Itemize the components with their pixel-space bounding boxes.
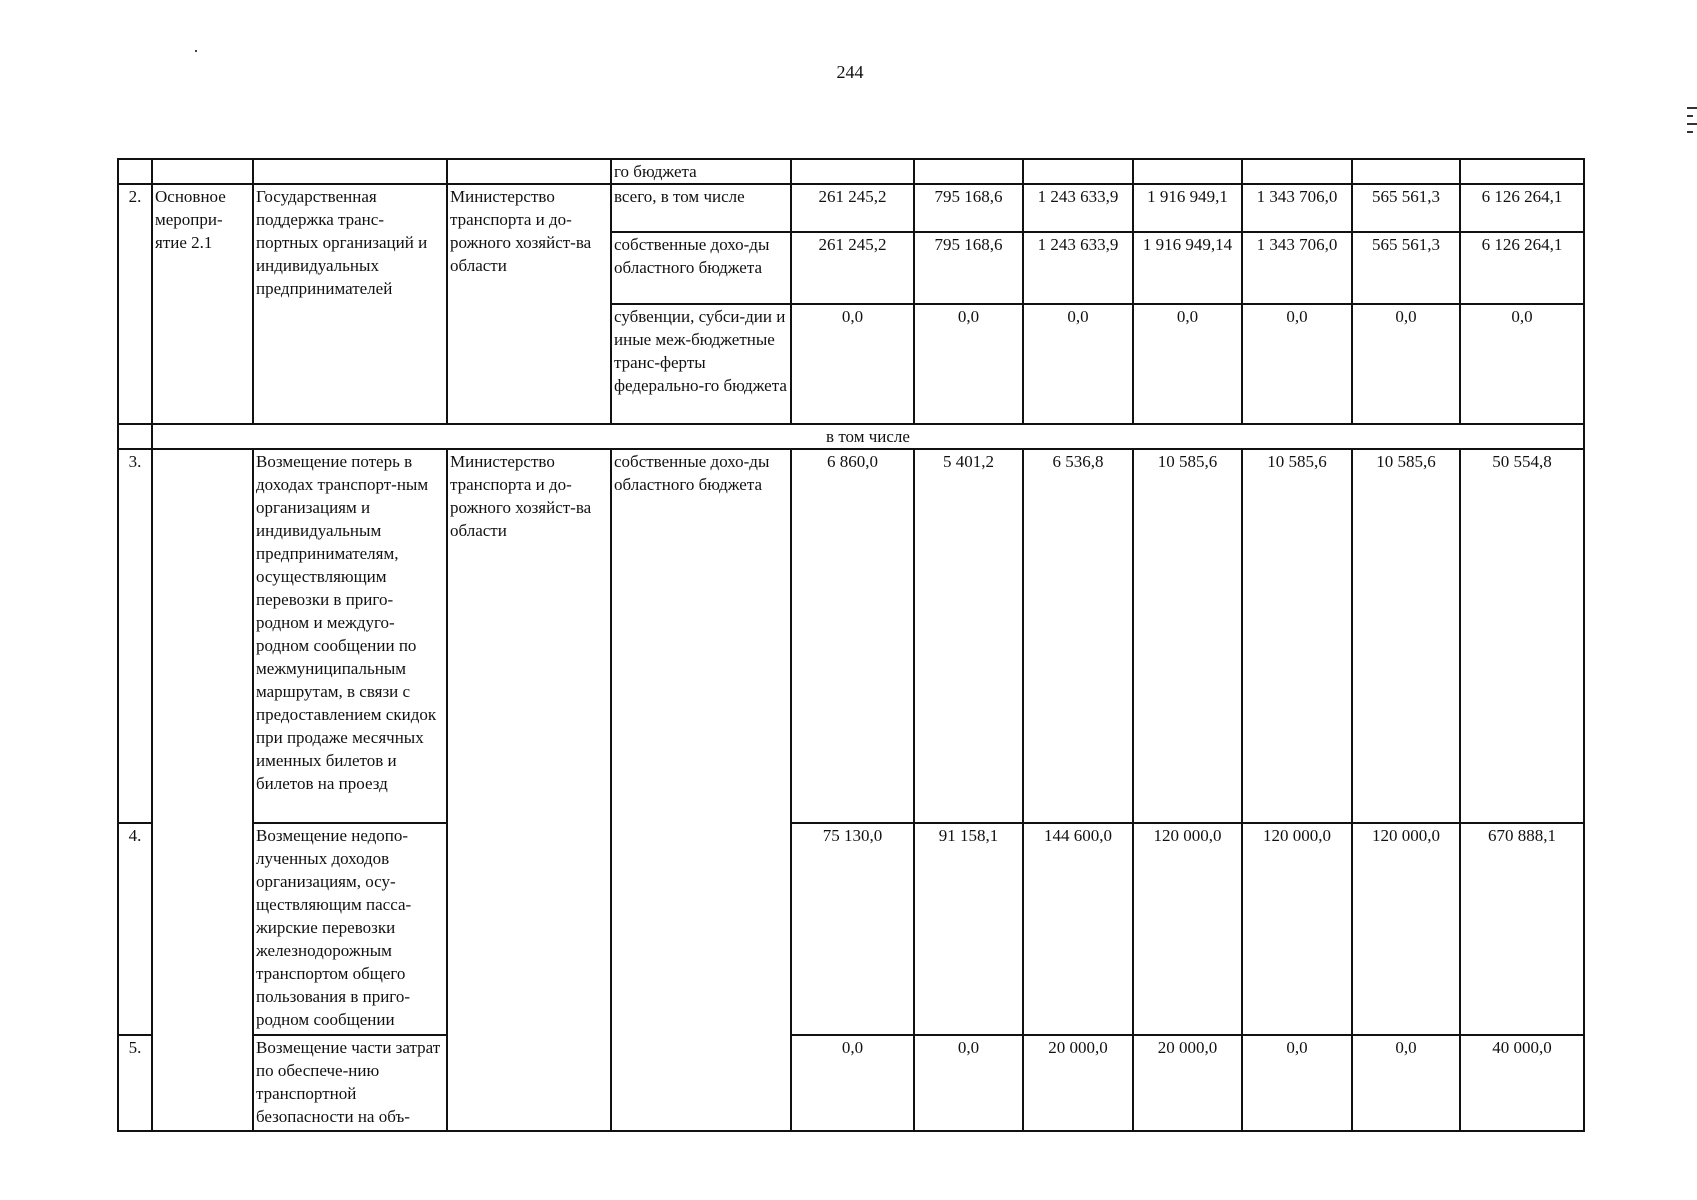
value-cell: 120 000,0 [1133, 823, 1242, 1035]
cell-empty [152, 159, 253, 184]
cell-empty [1242, 159, 1352, 184]
value-cell: 91 158,1 [914, 823, 1023, 1035]
value-cell: 10 585,6 [1352, 449, 1460, 823]
value-cell: 20 000,0 [1023, 1035, 1133, 1131]
page-number: 244 [836, 62, 864, 82]
value-cell: 1 243 633,9 [1023, 184, 1133, 232]
table-row [118, 449, 1584, 823]
measure-name: Возмещение части затрат по обеспече-нию транспортной безопасности на объ- [253, 1035, 447, 1131]
row-index: 5. [118, 1035, 152, 1131]
budget-table [117, 158, 1585, 1132]
cell-empty [1460, 159, 1584, 184]
value-cell: 0,0 [1133, 304, 1242, 424]
row-index: 3. [118, 449, 152, 823]
scan-speck [195, 50, 197, 52]
value-cell: 20 000,0 [1133, 1035, 1242, 1131]
value-cell: 1 343 706,0 [1242, 232, 1352, 304]
source-label: собственные дохо-ды областного бюджета [611, 449, 791, 1131]
cell-empty [791, 159, 914, 184]
measure-name: Государственная поддержка транс-портных организаций и индивидуальных предпринимателей [253, 184, 447, 424]
value-cell: 670 888,1 [1460, 823, 1584, 1035]
table-row [118, 823, 1584, 1035]
measure-name: Возмещение недопо-лученных доходов организациям, осу-ществляющим пасса-жирские перевозки железнодорожным транспортом общего пользования в приго-родном сообщении [253, 823, 447, 1035]
value-cell: 0,0 [1460, 304, 1584, 424]
cell-empty [447, 159, 611, 184]
row-index: 4. [118, 823, 152, 1035]
value-cell: 0,0 [914, 304, 1023, 424]
source-cell: го бюджета [611, 159, 791, 184]
value-cell: 10 585,6 [1242, 449, 1352, 823]
value-cell: 144 600,0 [1023, 823, 1133, 1035]
value-cell: 6 126 264,1 [1460, 232, 1584, 304]
source-label: всего, в том числе [611, 184, 791, 232]
value-cell: 6 126 264,1 [1460, 184, 1584, 232]
value-cell: 0,0 [791, 1035, 914, 1131]
executor: Министерство транспорта и до-рожного хозяйст-ва области [447, 184, 611, 424]
value-cell: 0,0 [1352, 1035, 1460, 1131]
measure-type: Основное меропри-ятие 2.1 [152, 184, 253, 424]
measure-name: Возмещение потерь в доходах транспорт-ным организациям и индивидуальным предпринимателям, осуществляющим перевозки в приго-родном и междуго-родном сообщении по межмуниципальным маршрутам, в связи с предоставлением скидок при продаже месячных именных билетов и билетов на проезд [253, 449, 447, 823]
value-cell: 6 860,0 [791, 449, 914, 823]
cell-empty [118, 424, 152, 449]
cell-empty [118, 159, 152, 184]
value-cell: 795 168,6 [914, 184, 1023, 232]
value-cell: 795 168,6 [914, 232, 1023, 304]
value-cell: 0,0 [1242, 1035, 1352, 1131]
value-cell: 0,0 [914, 1035, 1023, 1131]
table-subheader-row [118, 424, 1584, 449]
value-cell: 0,0 [791, 304, 914, 424]
value-cell: 5 401,2 [914, 449, 1023, 823]
source-label: собственные дохо-ды областного бюджета [611, 232, 791, 304]
value-cell: 261 245,2 [791, 232, 914, 304]
subheader: в том числе [152, 424, 1584, 449]
value-cell: 1 916 949,1 [1133, 184, 1242, 232]
value-cell: 1 343 706,0 [1242, 184, 1352, 232]
cell-empty [914, 159, 1023, 184]
row-index: 2. [118, 184, 152, 424]
value-cell: 1 243 633,9 [1023, 232, 1133, 304]
cell-empty [1352, 159, 1460, 184]
cell-empty [1133, 159, 1242, 184]
value-cell: 50 554,8 [1460, 449, 1584, 823]
cell-empty [1023, 159, 1133, 184]
table-row [118, 1035, 1584, 1131]
value-cell: 6 536,8 [1023, 449, 1133, 823]
cell-empty [253, 159, 447, 184]
value-cell: 565 561,3 [1352, 184, 1460, 232]
value-cell: 0,0 [1242, 304, 1352, 424]
value-cell: 0,0 [1352, 304, 1460, 424]
scan-edge-marks [1687, 107, 1697, 143]
source-label: субвенции, субси-дии и иные меж-бюджетные транс-ферты федерально-го бюджета [611, 304, 791, 424]
value-cell: 0,0 [1023, 304, 1133, 424]
executor: Министерство транспорта и до-рожного хозяйст-ва области [447, 449, 611, 1131]
table-row-continuation [118, 159, 1584, 184]
value-cell: 565 561,3 [1352, 232, 1460, 304]
cell-empty [152, 449, 253, 1131]
value-cell: 10 585,6 [1133, 449, 1242, 823]
table-row [118, 184, 1584, 232]
value-cell: 261 245,2 [791, 184, 914, 232]
value-cell: 40 000,0 [1460, 1035, 1584, 1131]
value-cell: 120 000,0 [1352, 823, 1460, 1035]
value-cell: 75 130,0 [791, 823, 914, 1035]
value-cell: 120 000,0 [1242, 823, 1352, 1035]
value-cell: 1 916 949,14 [1133, 232, 1242, 304]
